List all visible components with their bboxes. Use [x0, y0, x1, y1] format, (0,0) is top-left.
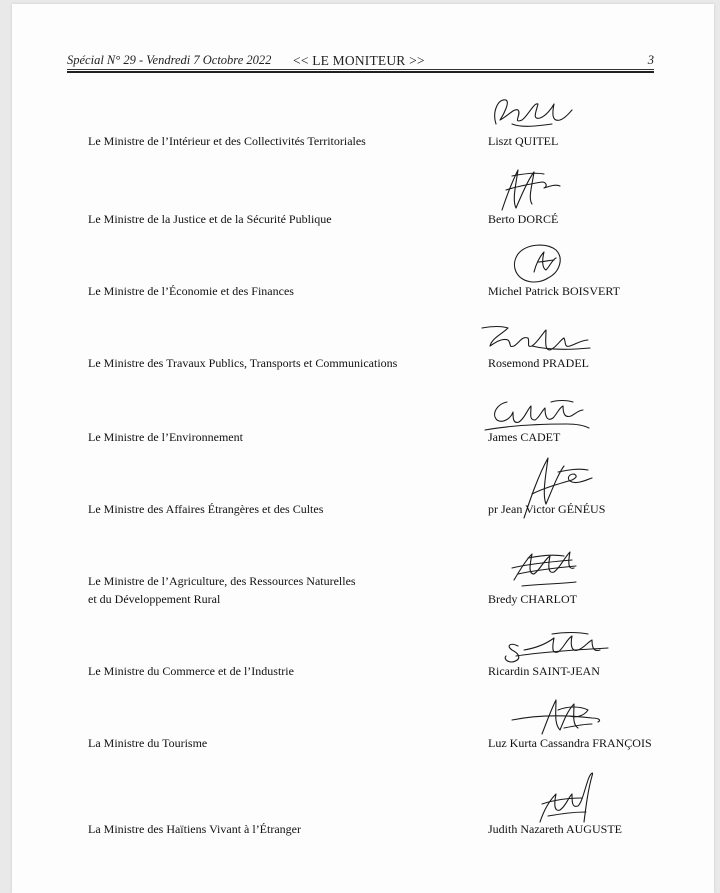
signer-name: Judith Nazareth AUGUSTE — [488, 822, 622, 836]
signer-name: Rosemond PRADEL — [488, 356, 590, 370]
signer-name: Bredy CHARLOT — [488, 592, 577, 606]
signer-name: Luz Kurta Cassandra FRANÇOIS — [488, 736, 652, 750]
ministry-title: Le Ministre des Affaires Étrangères et des Cultes — [88, 502, 324, 516]
signer-name: James CADET — [488, 430, 561, 444]
ministry-title: Le Ministre de la Justice et de la Sécurité Publique — [88, 212, 332, 226]
signer-name: Michel Patrick BOISVERT — [488, 284, 620, 298]
ministry-title: Le Ministre du Commerce et de l’Industrie — [88, 664, 294, 678]
issue-label: Spécial N° 29 - Vendredi 7 Octobre 2022 — [67, 53, 272, 67]
ministry-title: Le Ministre de l’Agriculture, des Ressources Naturelles et du Développement Rural — [88, 574, 356, 606]
ministry-title: Le Ministre de l’Intérieur et des Collectivités Territoriales — [88, 134, 366, 148]
signer-name: pr Jean Victor GÉNÉUS — [488, 502, 606, 516]
page-header — [67, 53, 654, 69]
ministry-title: La Ministre des Haïtiens Vivant à l’Étranger — [88, 822, 301, 836]
journal-title: << LE MONITEUR >> — [293, 53, 425, 68]
ministry-title: Le Ministre de l’Environnement — [88, 430, 243, 444]
ministry-title: Le Ministre de l’Économie et des Finances — [88, 284, 294, 298]
signer-name: Berto DORCÉ — [488, 212, 559, 226]
ministry-title: Le Ministre des Travaux Publics, Transports et Communications — [88, 356, 398, 370]
document-page — [12, 4, 714, 893]
signature-mark — [482, 164, 582, 216]
signature-mark — [492, 544, 592, 592]
signature-mark — [502, 240, 582, 288]
header-rule-thick — [67, 71, 654, 73]
ministry-title: La Ministre du Tourisme — [88, 736, 208, 750]
signer-name: Ricardin SAINT-JEAN — [488, 664, 600, 678]
signer-name: Liszt QUITEL — [488, 134, 559, 148]
header-rule — [67, 69, 654, 70]
page-number: 3 — [647, 53, 654, 67]
